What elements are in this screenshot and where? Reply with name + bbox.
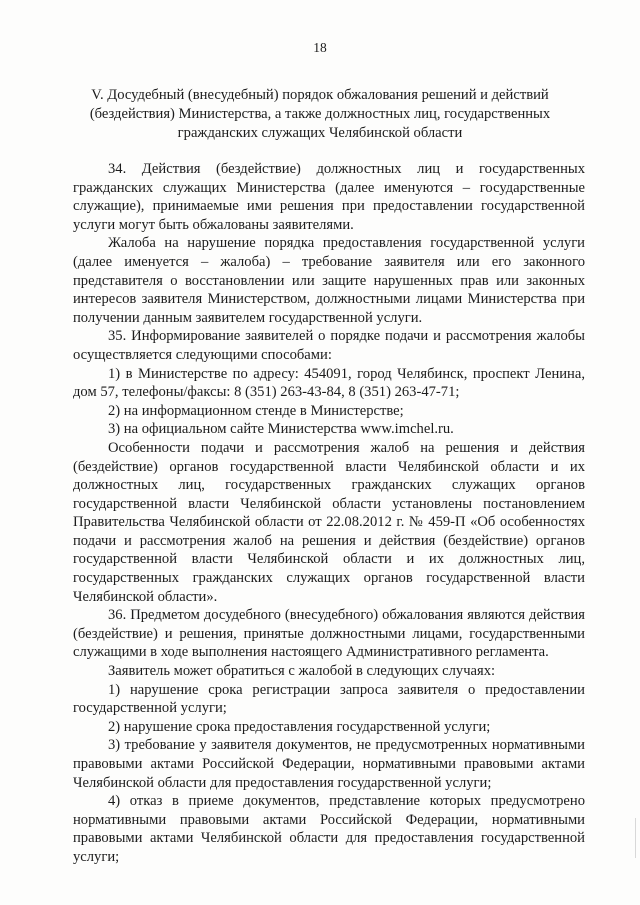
list-item: 2) на информационном стенде в Министерстве; <box>108 402 404 419</box>
list-item: 3) на официальном сайте Министерства www.imchel.ru. <box>108 421 454 438</box>
paragraph-cases-intro: Заявитель может обратиться с жалобой в следующих случаях: <box>108 663 496 680</box>
paragraph-36: 36. Предметом досудебного (внесудебного) обжалования являются действия (бездействие) и решения, принятые должностными лицами, государственными служащими в ходе выполнения настоящего Административного регламента. <box>73 607 585 661</box>
paragraph-complaint-definition: Жалоба на нарушение порядка предоставления государственной услуги (далее именуется – жалоба) – требование заявителя или его законного представителя о восстановлении или защите нарушенных прав или законных интересов заявителя Министерством, должностными лицами Министерства при получении данным заявителем государственной услуги. <box>73 235 585 326</box>
paragraph-34: 34. Действия (бездействие) должностных лиц и государственных гражданских служащих Министерства (далее именуются – государственные служащие), принимаемые ими решения при предоставлении государственной услуги могут быть обжалованы заявителями. <box>73 161 585 233</box>
scan-edge-mark <box>635 818 636 858</box>
section-heading-line: (бездействия) Министерства, а также должностных лиц, государственных <box>89 106 551 122</box>
list-item: 4) отказ в приеме документов, представление которых предусмотрено нормативными правовыми актами Российской Федерации, нормативными правовыми актами Челябинской области для предоставления государственной услуги; <box>73 793 585 865</box>
paragraph-35: 35. Информирование заявителей о порядке подачи и рассмотрения жалобы осуществляется следующими способами: <box>73 328 585 363</box>
list-item: 1) в Министерстве по адресу: 454091, город Челябинск, проспект Ленина, дом 57, телефоны/факсы: 8 (351) 263-43-84, 8 (351) 263-47-71; <box>73 365 585 401</box>
body-text <box>73 160 585 867</box>
section-heading-line: гражданских служащих Челябинской области <box>177 125 463 141</box>
list-item: 3) требование у заявителя документов, не предусмотренных нормативными правовыми актами Российской Федерации, нормативными правовыми актами Челябинской области для предоставления государственной услуги; <box>73 737 585 791</box>
section-heading-line: V. Досудебный (внесудебный) порядок обжалования решений и действий <box>91 87 549 103</box>
section-heading <box>60 86 580 143</box>
paragraph-features: Особенности подачи и рассмотрения жалоб на решения и действия (бездействие) органов государственной власти Челябинской области и их должностных лиц, государственных гражданских служащих органов государственной власти Челябинской области установлены постановлением Правительства Челябинской области от 22.08.2012 г. № 459-П «Об особенностях подачи и рассмотрения жалоб на решения и действия (бездействие) органов государственной власти Челябинской области и их должностных лиц, государственных гражданских служащих органов государственной власти Челябинской области». <box>73 439 585 605</box>
list-item: 1) нарушение срока регистрации запроса заявителя о предоставлении государственной услуги; <box>73 681 585 717</box>
page-number: 18 <box>313 40 327 55</box>
list-item: 2) нарушение срока предоставления государственной услуги; <box>108 718 491 735</box>
